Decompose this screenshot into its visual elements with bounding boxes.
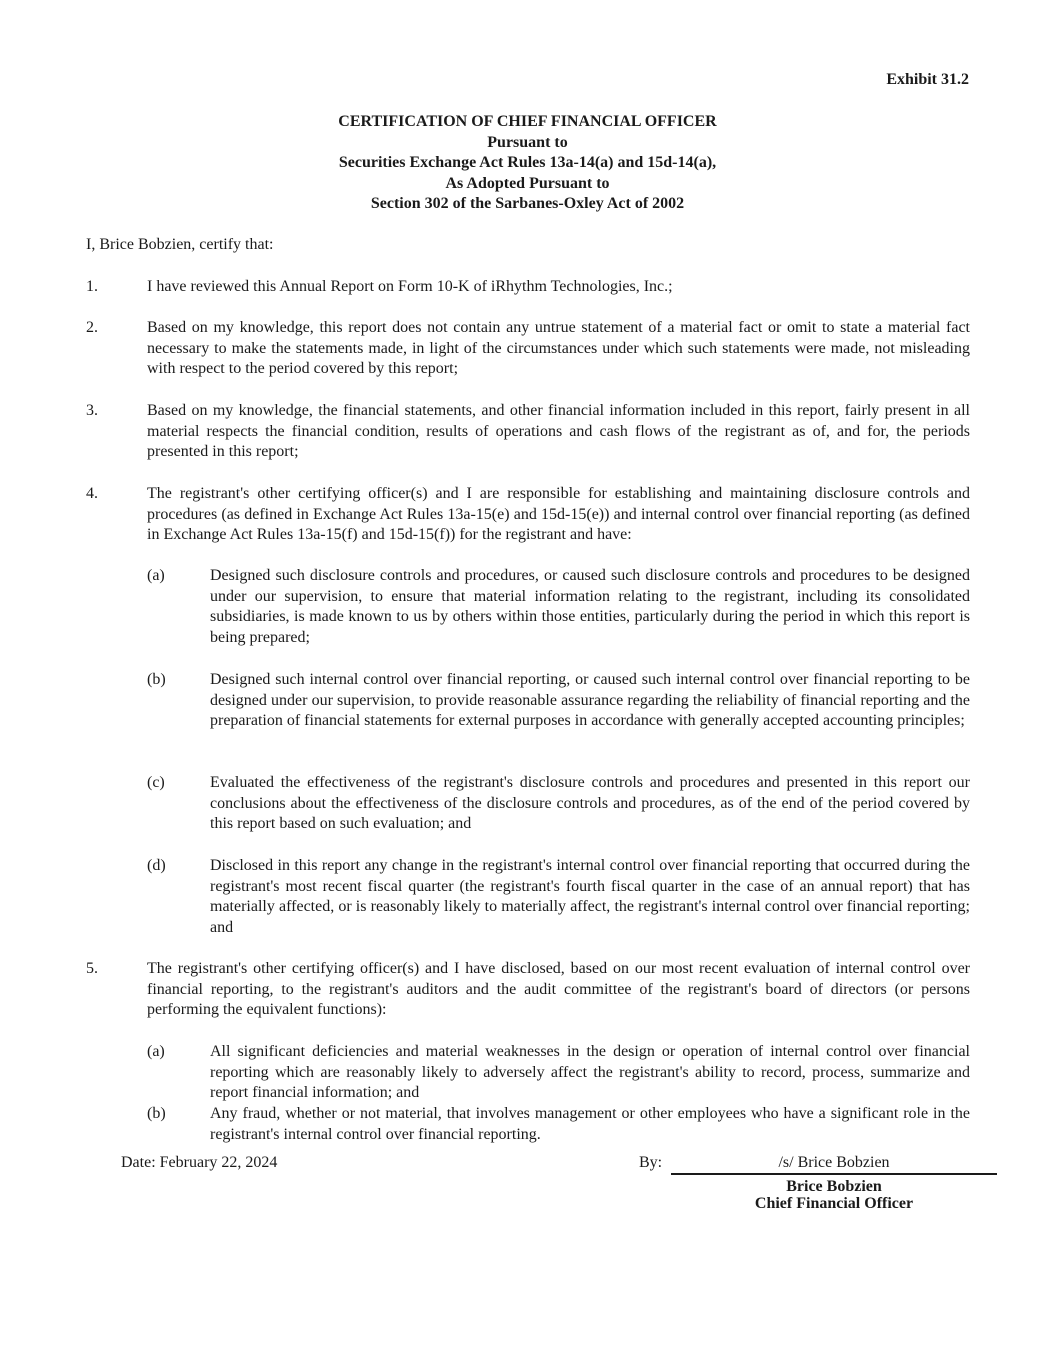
title-line-4: As Adopted Pursuant to <box>445 174 610 192</box>
sub-item-text: Designed such internal control over financial reporting, or caused such internal control over financial reporting to be designed under our supervision, to provide reasonable assurance regarding the reliability of financial reporting and the preparation of financial statements for external purposes in accordance with generally accepted accounting principles; <box>210 671 970 730</box>
signature-date: Date: February 22, 2024 <box>121 1154 278 1171</box>
intro-statement: I, Brice Bobzien, certify that: <box>86 236 274 253</box>
item-5 <box>86 959 970 1021</box>
item-number: 5. <box>86 960 98 977</box>
sub-item-letter: (b) <box>147 671 166 688</box>
item-text: Based on my knowledge, the financial statements, and other financial information included in this report, fairly present in all material respects the financial condition, results of operations and cash flows of the registrant as of, and for, the periods presented in this report; <box>147 402 970 461</box>
sub-item-letter: (c) <box>147 774 165 791</box>
item-text: The registrant's other certifying officer(s) and I have disclosed, based on our most recent evaluation of internal control over financial reporting, to the registrant's auditors and the audit committee of the registrant's board of directors (or persons performing the equivalent functions): <box>147 960 970 1019</box>
sub-item-letter: (a) <box>147 567 165 584</box>
title-line-3: Securities Exchange Act Rules 13a-14(a) and 15d-14(a), <box>338 154 717 172</box>
item-4-sub-d <box>147 856 970 938</box>
item-4-sub-c <box>147 773 970 835</box>
sub-item-text: Evaluated the effectiveness of the registrant's disclosure controls and procedures and presented in this report our conclusions about the effectiveness of the disclosure controls and procedures, as of the end of the period covered by this report based on such evaluation; and <box>210 774 970 833</box>
item-text: Based on my knowledge, this report does not contain any untrue statement of a material fact or omit to state a material fact necessary to make the statements made, in light of the circumstances under which such statements were made, not misleading with respect to the period covered by this report; <box>147 319 970 378</box>
item-number: 3. <box>86 402 98 419</box>
sub-item-text: Any fraud, whether or not material, that involves management or other employees who have a significant role in the registrant's internal control over financial reporting. <box>210 1105 970 1143</box>
item-1 <box>86 277 970 298</box>
exhibit-label: Exhibit 31.2 <box>886 71 969 88</box>
item-4-sub-b <box>147 670 970 732</box>
sub-item-text: All significant deficiencies and material weaknesses in the design or operation of internal control over financial reporting which are reasonably likely to adversely affect the registrant's ability to record, process, summarize and report financial information; and <box>210 1043 970 1102</box>
item-number: 4. <box>86 485 98 502</box>
sub-item-letter: (a) <box>147 1043 165 1060</box>
item-text: I have reviewed this Annual Report on Form 10-K of iRhythm Technologies, Inc.; <box>147 278 673 295</box>
item-3 <box>86 401 970 463</box>
title-line-5: Section 302 of the Sarbanes-Oxley Act of 2002 <box>370 195 685 213</box>
item-number: 2. <box>86 319 98 336</box>
sub-item-letter: (b) <box>147 1105 166 1122</box>
title-line-1: CERTIFICATION OF CHIEF FINANCIAL OFFICER <box>338 113 717 130</box>
item-4-sub-a <box>147 566 970 648</box>
signature-line: /s/ Brice Bobzien <box>671 1153 997 1175</box>
item-5-sub-a <box>147 1042 970 1104</box>
sub-item-text: Designed such disclosure controls and procedures, or caused such disclosure controls and procedures to be designed under our supervision, to ensure that material information relating to the registrant, including its consolidated subsidiaries, is made known to us by others within those entities, particularly during the period in which this report is being prepared; <box>210 567 970 646</box>
item-5-sub-b <box>147 1104 970 1145</box>
item-number: 1. <box>86 278 98 295</box>
sub-item-letter: (d) <box>147 857 166 874</box>
item-text: The registrant's other certifying officer(s) and I are responsible for establishing and maintaining disclosure controls and procedures (as defined in Exchange Act Rules 13a-15(e) and 15d-15(e)) and internal control over financial reporting (as defined in Exchange Act Rules 13a-15(f) and 15d-15(f)) for the registrant and have: <box>147 485 970 544</box>
signer-name: Brice Bobzien <box>786 1178 882 1195</box>
sub-item-text: Disclosed in this report any change in the registrant's internal control over financial reporting that occurred during the registrant's most recent fiscal quarter (the registrant's fourth fiscal quarter in the case of an annual report) that has materially affected, or is reasonably likely to materially affect, the registrant's internal control over financial reporting; and <box>210 857 970 936</box>
item-2 <box>86 318 970 380</box>
title-line-2: Pursuant to <box>487 133 568 151</box>
item-4 <box>86 484 970 546</box>
by-label: By: <box>639 1154 663 1171</box>
document-title <box>0 112 1055 215</box>
signer-title: Chief Financial Officer <box>754 1195 914 1212</box>
